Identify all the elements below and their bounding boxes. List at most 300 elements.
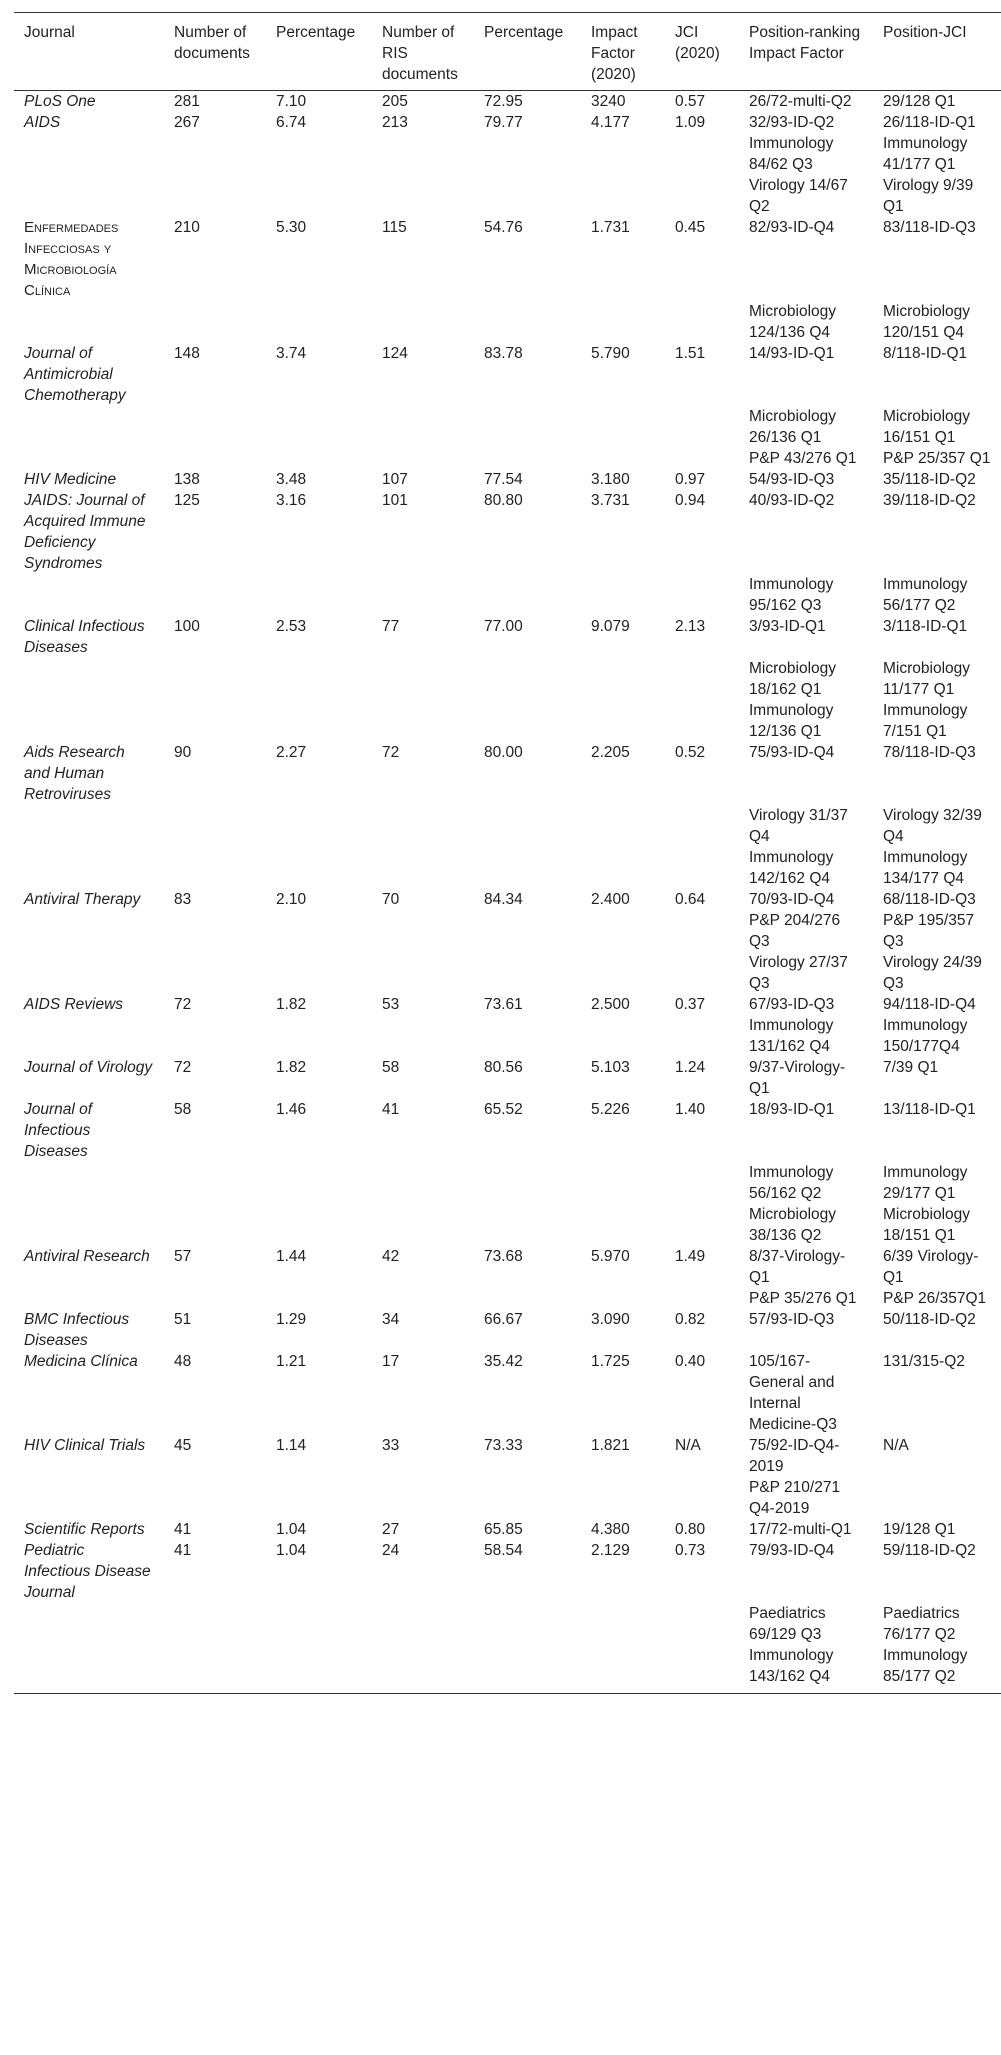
cell-percentage (266, 133, 372, 175)
cell-position-ranking-impact-factor: 26/72-multi-Q2 (749, 93, 852, 110)
header-number-of-documents: Number of documents (174, 24, 250, 62)
cell-number-of-ris-documents (372, 448, 474, 469)
cell-position-ranking-impact-factor: Virology 27/37 Q3 (749, 954, 848, 992)
cell-percentage: 1.82 (276, 1059, 307, 1076)
cell-number-of-ris-documents: 72 (382, 744, 400, 761)
cell-percentage: 3.16 (276, 492, 307, 509)
cell-position-ranking-impact-factor: Immunology 143/162 Q4 (749, 1647, 834, 1685)
cell-position-ranking-impact-factor: Immunology 95/162 Q3 (749, 576, 834, 614)
cell-journal: Journal of Antimicrobial Chemotherapy (24, 345, 126, 404)
cell-number-of-ris-documents: 213 (382, 114, 408, 131)
cell-position-ranking-impact-factor: 79/93-ID-Q4 (749, 1542, 835, 1559)
cell-number-of-ris-documents: 53 (382, 996, 400, 1013)
cell-impact-factor: 5.103 (591, 1059, 630, 1076)
cell-ris-percentage: 80.00 (484, 744, 523, 761)
table-row (14, 574, 1001, 616)
cell-ris-percentage: 73.61 (484, 996, 523, 1013)
cell-position-ranking-impact-factor: 75/92-ID-Q4-2019 (749, 1437, 840, 1475)
cell-impact-factor (581, 1645, 665, 1694)
cell-position-ranking-impact-factor: 54/93-ID-Q3 (749, 471, 835, 488)
cell-number-of-ris-documents: 17 (382, 1353, 400, 1370)
cell-percentage (266, 448, 372, 469)
cell-number-of-ris-documents: 27 (382, 1521, 400, 1538)
cell-position-jci: Microbiology 120/151 Q4 (883, 303, 971, 341)
cell-number-of-documents: 57 (174, 1248, 192, 1265)
cell-ris-percentage (474, 448, 581, 469)
cell-ris-percentage (474, 700, 581, 742)
cell-jci (665, 574, 739, 616)
cell-position-ranking-impact-factor: Virology 31/37 Q4 (749, 807, 848, 845)
table-row (14, 1435, 1001, 1477)
cell-ris-percentage: 77.00 (484, 618, 523, 635)
cell-jci (665, 1645, 739, 1694)
cell-ris-percentage: 35.42 (484, 1353, 523, 1370)
cell-number-of-ris-documents: 70 (382, 891, 400, 908)
cell-percentage: 2.53 (276, 618, 307, 635)
cell-impact-factor: 2.400 (591, 891, 630, 908)
cell-ris-percentage (474, 1288, 581, 1309)
cell-jci: 1.40 (675, 1101, 706, 1118)
cell-impact-factor (581, 1288, 665, 1309)
cell-position-jci: P&P 195/357 Q3 (883, 912, 975, 950)
cell-number-of-documents: 41 (174, 1521, 192, 1538)
cell-impact-factor: 9.079 (591, 618, 630, 635)
cell-number-of-ris-documents (372, 805, 474, 847)
table-row (14, 1099, 1001, 1162)
cell-position-ranking-impact-factor: Immunology 56/162 Q2 (749, 1164, 834, 1202)
cell-jci: 0.64 (675, 891, 706, 908)
cell-impact-factor: 1.731 (591, 219, 630, 236)
header-position-ranking-impact-factor: Position-ranking Impact Factor (749, 24, 861, 62)
cell-number-of-ris-documents (372, 658, 474, 700)
cell-jci (665, 301, 739, 343)
table-row (14, 175, 1001, 217)
cell-percentage: 1.04 (276, 1542, 307, 1559)
cell-number-of-ris-documents (372, 952, 474, 994)
cell-number-of-ris-documents: 33 (382, 1437, 400, 1454)
cell-number-of-documents: 51 (174, 1311, 192, 1328)
cell-position-ranking-impact-factor: 67/93-ID-Q3 (749, 996, 835, 1013)
cell-position-ranking-impact-factor: Microbiology 26/136 Q1 (749, 408, 837, 446)
cell-journal (14, 133, 164, 175)
cell-percentage: 3.48 (276, 471, 307, 488)
cell-ris-percentage (474, 952, 581, 994)
cell-journal (14, 910, 164, 952)
cell-percentage (266, 952, 372, 994)
cell-position-jci: Immunology 150/177Q4 (883, 1017, 968, 1055)
cell-position-jci: 13/118-ID-Q1 (883, 1101, 976, 1118)
cell-position-ranking-impact-factor: P&P 43/276 Q1 (749, 450, 857, 467)
cell-jci: 0.97 (675, 471, 706, 488)
cell-ris-percentage: 79.77 (484, 114, 523, 131)
journal-table (14, 12, 1001, 1694)
cell-position-jci: Virology 9/39 Q1 (883, 177, 974, 215)
cell-number-of-documents: 267 (174, 114, 200, 131)
cell-jci: 1.49 (675, 1248, 706, 1265)
cell-position-jci: Immunology 85/177 Q2 (883, 1647, 968, 1685)
cell-percentage (266, 1162, 372, 1204)
cell-number-of-documents: 100 (174, 618, 200, 635)
cell-position-jci: 83/118-ID-Q3 (883, 219, 976, 236)
cell-ris-percentage: 72.95 (484, 93, 523, 110)
cell-percentage (266, 1603, 372, 1645)
cell-percentage (266, 574, 372, 616)
cell-ris-percentage (474, 847, 581, 889)
cell-position-ranking-impact-factor: P&P 35/276 Q1 (749, 1290, 857, 1307)
cell-jci (665, 1477, 739, 1519)
cell-number-of-documents (164, 805, 266, 847)
cell-impact-factor (581, 133, 665, 175)
cell-position-jci: Immunology 41/177 Q1 (883, 135, 968, 173)
cell-jci: 0.94 (675, 492, 706, 509)
cell-jci (665, 175, 739, 217)
cell-jci (665, 1204, 739, 1246)
cell-percentage (266, 1477, 372, 1519)
cell-impact-factor (581, 301, 665, 343)
cell-jci (665, 847, 739, 889)
cell-number-of-documents: 83 (174, 891, 192, 908)
cell-position-ranking-impact-factor: P&P 204/276 Q3 (749, 912, 841, 950)
table-row (14, 301, 1001, 343)
cell-percentage (266, 700, 372, 742)
cell-position-jci: 50/118-ID-Q2 (883, 1311, 976, 1328)
table-row (14, 847, 1001, 889)
cell-number-of-documents: 72 (174, 996, 192, 1013)
cell-ris-percentage (474, 406, 581, 448)
cell-position-ranking-impact-factor: 105/167-General and Internal Medicine-Q3 (749, 1353, 837, 1433)
cell-position-jci: Microbiology 16/151 Q1 (883, 408, 971, 446)
table-row (14, 805, 1001, 847)
cell-journal (14, 1162, 164, 1204)
cell-number-of-ris-documents: 41 (382, 1101, 400, 1118)
table-row (14, 1540, 1001, 1603)
cell-impact-factor: 5.970 (591, 1248, 630, 1265)
cell-ris-percentage (474, 175, 581, 217)
cell-position-ranking-impact-factor: 82/93-ID-Q4 (749, 219, 835, 236)
cell-ris-percentage: 77.54 (484, 471, 523, 488)
cell-ris-percentage: 65.85 (484, 1521, 523, 1538)
table-row (14, 112, 1001, 133)
cell-number-of-documents (164, 1288, 266, 1309)
table-row (14, 889, 1001, 910)
cell-jci (665, 700, 739, 742)
cell-jci: 0.45 (675, 219, 706, 236)
cell-journal: Pediatric Infectious Disease Journal (24, 1542, 151, 1601)
cell-position-ranking-impact-factor: Virology 14/67 Q2 (749, 177, 848, 215)
cell-impact-factor (581, 952, 665, 994)
cell-impact-factor: 3240 (591, 93, 626, 110)
cell-journal: Enfermedades Infecciosas y Microbiología Clínica (24, 219, 119, 299)
cell-journal (14, 406, 164, 448)
cell-ris-percentage (474, 1015, 581, 1057)
cell-percentage (266, 1645, 372, 1694)
table-body (14, 91, 1001, 1694)
cell-jci: N/A (675, 1437, 701, 1454)
cell-impact-factor (581, 1477, 665, 1519)
table-row (14, 658, 1001, 700)
cell-journal (14, 301, 164, 343)
cell-impact-factor (581, 1015, 665, 1057)
cell-number-of-documents (164, 847, 266, 889)
cell-position-ranking-impact-factor: 75/93-ID-Q4 (749, 744, 835, 761)
cell-impact-factor (581, 847, 665, 889)
table-row (14, 1351, 1001, 1435)
cell-ris-percentage (474, 1603, 581, 1645)
cell-number-of-ris-documents: 24 (382, 1542, 400, 1559)
cell-number-of-ris-documents (372, 1162, 474, 1204)
cell-position-jci: Paediatrics 76/177 Q2 (883, 1605, 960, 1643)
cell-impact-factor: 3.180 (591, 471, 630, 488)
cell-position-jci: Microbiology 11/177 Q1 (883, 660, 971, 698)
cell-percentage: 2.27 (276, 744, 307, 761)
cell-journal: Medicina Clínica (24, 1353, 138, 1370)
table-row (14, 1162, 1001, 1204)
cell-impact-factor (581, 175, 665, 217)
cell-position-jci: Virology 24/39 Q3 (883, 954, 982, 992)
table-row (14, 217, 1001, 301)
cell-jci: 0.80 (675, 1521, 706, 1538)
cell-number-of-ris-documents (372, 574, 474, 616)
cell-number-of-ris-documents (372, 406, 474, 448)
table-row (14, 469, 1001, 490)
cell-ris-percentage: 58.54 (484, 1542, 523, 1559)
cell-position-ranking-impact-factor: 9/37-Virology-Q1 (749, 1059, 846, 1097)
cell-position-jci: Microbiology 18/151 Q1 (883, 1206, 971, 1244)
cell-impact-factor (581, 1204, 665, 1246)
table-row (14, 952, 1001, 994)
cell-position-jci: 7/39 Q1 (883, 1059, 939, 1076)
cell-percentage (266, 301, 372, 343)
cell-number-of-documents: 125 (174, 492, 200, 509)
cell-ris-percentage: 80.56 (484, 1059, 523, 1076)
cell-position-ranking-impact-factor: 18/93-ID-Q1 (749, 1101, 835, 1118)
table-row (14, 1309, 1001, 1351)
header-jci: JCI (2020) (675, 24, 720, 62)
cell-number-of-documents: 41 (174, 1542, 192, 1559)
cell-ris-percentage (474, 1162, 581, 1204)
cell-journal (14, 847, 164, 889)
cell-impact-factor: 3.731 (591, 492, 630, 509)
table-row (14, 1288, 1001, 1309)
cell-journal (14, 448, 164, 469)
cell-position-jci: 39/118-ID-Q2 (883, 492, 976, 509)
cell-percentage (266, 406, 372, 448)
cell-percentage: 1.21 (276, 1353, 307, 1370)
header-ris-percentage: Percentage (484, 24, 564, 41)
cell-jci: 1.09 (675, 114, 706, 131)
cell-journal: Journal of Infectious Diseases (24, 1101, 93, 1160)
cell-number-of-documents (164, 1015, 266, 1057)
cell-impact-factor (581, 700, 665, 742)
cell-impact-factor: 4.177 (591, 114, 630, 131)
cell-impact-factor (581, 658, 665, 700)
cell-journal: HIV Medicine (24, 471, 117, 488)
cell-percentage (266, 175, 372, 217)
cell-position-ranking-impact-factor: Immunology 12/136 Q1 (749, 702, 834, 740)
cell-position-jci: 6/39 Virology-Q1 (883, 1248, 979, 1286)
cell-number-of-ris-documents (372, 1477, 474, 1519)
cell-number-of-documents (164, 700, 266, 742)
cell-position-jci: 59/118-ID-Q2 (883, 1542, 976, 1559)
cell-percentage: 1.46 (276, 1101, 307, 1118)
cell-jci: 0.40 (675, 1353, 706, 1370)
cell-position-jci: Immunology 7/151 Q1 (883, 702, 968, 740)
cell-percentage: 1.29 (276, 1311, 307, 1328)
cell-ris-percentage (474, 1204, 581, 1246)
header-position-jci: Position-JCI (883, 24, 967, 41)
cell-journal (14, 805, 164, 847)
cell-ris-percentage: 66.67 (484, 1311, 523, 1328)
cell-position-ranking-impact-factor: 57/93-ID-Q3 (749, 1311, 835, 1328)
cell-jci: 0.73 (675, 1542, 706, 1559)
cell-number-of-ris-documents: 205 (382, 93, 408, 110)
cell-impact-factor: 1.725 (591, 1353, 630, 1370)
cell-ris-percentage (474, 1477, 581, 1519)
cell-journal (14, 700, 164, 742)
cell-journal (14, 1603, 164, 1645)
cell-number-of-documents: 90 (174, 744, 192, 761)
table-row (14, 448, 1001, 469)
cell-number-of-ris-documents: 101 (382, 492, 408, 509)
cell-journal (14, 1645, 164, 1694)
cell-journal: Antiviral Therapy (24, 891, 141, 908)
cell-number-of-ris-documents: 34 (382, 1311, 400, 1328)
cell-position-ranking-impact-factor: P&P 210/271 Q4-2019 (749, 1479, 841, 1517)
cell-ris-percentage (474, 910, 581, 952)
cell-position-ranking-impact-factor: Microbiology 38/136 Q2 (749, 1206, 837, 1244)
cell-impact-factor (581, 448, 665, 469)
cell-number-of-documents (164, 952, 266, 994)
cell-percentage: 7.10 (276, 93, 307, 110)
cell-journal: JAIDS: Journal of Acquired Immune Deficiency Syndromes (24, 492, 146, 572)
cell-journal: Aids Research and Human Retroviruses (24, 744, 125, 803)
cell-percentage (266, 1204, 372, 1246)
cell-position-jci: N/A (883, 1437, 909, 1454)
table-row (14, 994, 1001, 1015)
cell-impact-factor (581, 1162, 665, 1204)
cell-position-jci: 3/118-ID-Q1 (883, 618, 968, 635)
cell-position-ranking-impact-factor: 32/93-ID-Q2 (749, 114, 835, 131)
cell-number-of-documents (164, 574, 266, 616)
cell-position-ranking-impact-factor: Paediatrics 69/129 Q3 (749, 1605, 826, 1643)
cell-jci (665, 133, 739, 175)
cell-number-of-ris-documents: 107 (382, 471, 408, 488)
cell-ris-percentage: 65.52 (484, 1101, 523, 1118)
table-row (14, 742, 1001, 805)
table-row (14, 343, 1001, 406)
cell-ris-percentage: 54.76 (484, 219, 523, 236)
cell-jci: 0.52 (675, 744, 706, 761)
cell-impact-factor: 2.500 (591, 996, 630, 1013)
cell-journal: Scientific Reports (24, 1521, 145, 1538)
table-row (14, 1519, 1001, 1540)
cell-position-jci: 68/118-ID-Q3 (883, 891, 976, 908)
cell-number-of-documents (164, 910, 266, 952)
cell-position-ranking-impact-factor: Microbiology 124/136 Q4 (749, 303, 837, 341)
cell-number-of-ris-documents (372, 133, 474, 175)
header-impact-factor: Impact Factor (2020) (591, 24, 638, 83)
cell-journal (14, 1288, 164, 1309)
cell-journal: AIDS Reviews (24, 996, 124, 1013)
cell-number-of-documents: 210 (174, 219, 200, 236)
cell-position-ranking-impact-factor: 17/72-multi-Q1 (749, 1521, 852, 1538)
cell-journal (14, 574, 164, 616)
cell-jci: 1.51 (675, 345, 706, 362)
cell-number-of-documents (164, 406, 266, 448)
cell-number-of-documents (164, 175, 266, 217)
cell-number-of-documents: 138 (174, 471, 200, 488)
cell-number-of-documents (164, 1162, 266, 1204)
cell-number-of-documents: 48 (174, 1353, 192, 1370)
cell-percentage (266, 910, 372, 952)
cell-ris-percentage: 73.33 (484, 1437, 523, 1454)
cell-journal (14, 658, 164, 700)
cell-position-jci: 29/128 Q1 (883, 93, 956, 110)
cell-percentage: 1.82 (276, 996, 307, 1013)
cell-ris-percentage (474, 574, 581, 616)
cell-number-of-documents: 72 (174, 1059, 192, 1076)
cell-percentage (266, 1015, 372, 1057)
cell-position-jci: Virology 32/39 Q4 (883, 807, 982, 845)
cell-ris-percentage (474, 658, 581, 700)
cell-position-jci: Immunology 134/177 Q4 (883, 849, 968, 887)
cell-number-of-ris-documents (372, 1015, 474, 1057)
cell-number-of-documents (164, 1603, 266, 1645)
cell-percentage (266, 805, 372, 847)
cell-position-jci: 8/118-ID-Q1 (883, 345, 968, 362)
cell-jci (665, 1288, 739, 1309)
table-row (14, 133, 1001, 175)
table-row (14, 700, 1001, 742)
cell-ris-percentage: 80.80 (484, 492, 523, 509)
cell-jci (665, 805, 739, 847)
cell-journal: Clinical Infectious Diseases (24, 618, 145, 656)
cell-jci: 0.82 (675, 1311, 706, 1328)
cell-jci: 0.37 (675, 996, 706, 1013)
cell-percentage: 1.14 (276, 1437, 307, 1454)
cell-percentage: 3.74 (276, 345, 307, 362)
header-journal: Journal (24, 24, 75, 41)
cell-position-ranking-impact-factor: Immunology 84/62 Q3 (749, 135, 834, 173)
cell-impact-factor: 1.821 (591, 1437, 630, 1454)
cell-ris-percentage (474, 133, 581, 175)
cell-journal (14, 1204, 164, 1246)
cell-number-of-ris-documents (372, 1204, 474, 1246)
cell-percentage (266, 847, 372, 889)
cell-position-ranking-impact-factor: Immunology 142/162 Q4 (749, 849, 834, 887)
cell-number-of-ris-documents (372, 1603, 474, 1645)
cell-jci (665, 448, 739, 469)
cell-position-jci (873, 1477, 1001, 1519)
cell-position-jci: 94/118-ID-Q4 (883, 996, 976, 1013)
cell-number-of-documents: 148 (174, 345, 200, 362)
cell-number-of-documents (164, 1477, 266, 1519)
table-row (14, 1603, 1001, 1645)
header-number-of-ris-documents: Number of RIS documents (382, 24, 458, 83)
cell-impact-factor (581, 805, 665, 847)
cell-number-of-ris-documents: 124 (382, 345, 408, 362)
cell-position-jci: 26/118-ID-Q1 (883, 114, 976, 131)
cell-impact-factor (581, 574, 665, 616)
cell-position-ranking-impact-factor: 14/93-ID-Q1 (749, 345, 835, 362)
cell-number-of-ris-documents (372, 700, 474, 742)
cell-journal: BMC Infectious Diseases (24, 1311, 130, 1349)
cell-position-jci: Immunology 29/177 Q1 (883, 1164, 968, 1202)
cell-impact-factor: 5.790 (591, 345, 630, 362)
cell-position-jci: P&P 25/357 Q1 (883, 450, 991, 467)
cell-jci (665, 910, 739, 952)
cell-impact-factor: 2.129 (591, 1542, 630, 1559)
